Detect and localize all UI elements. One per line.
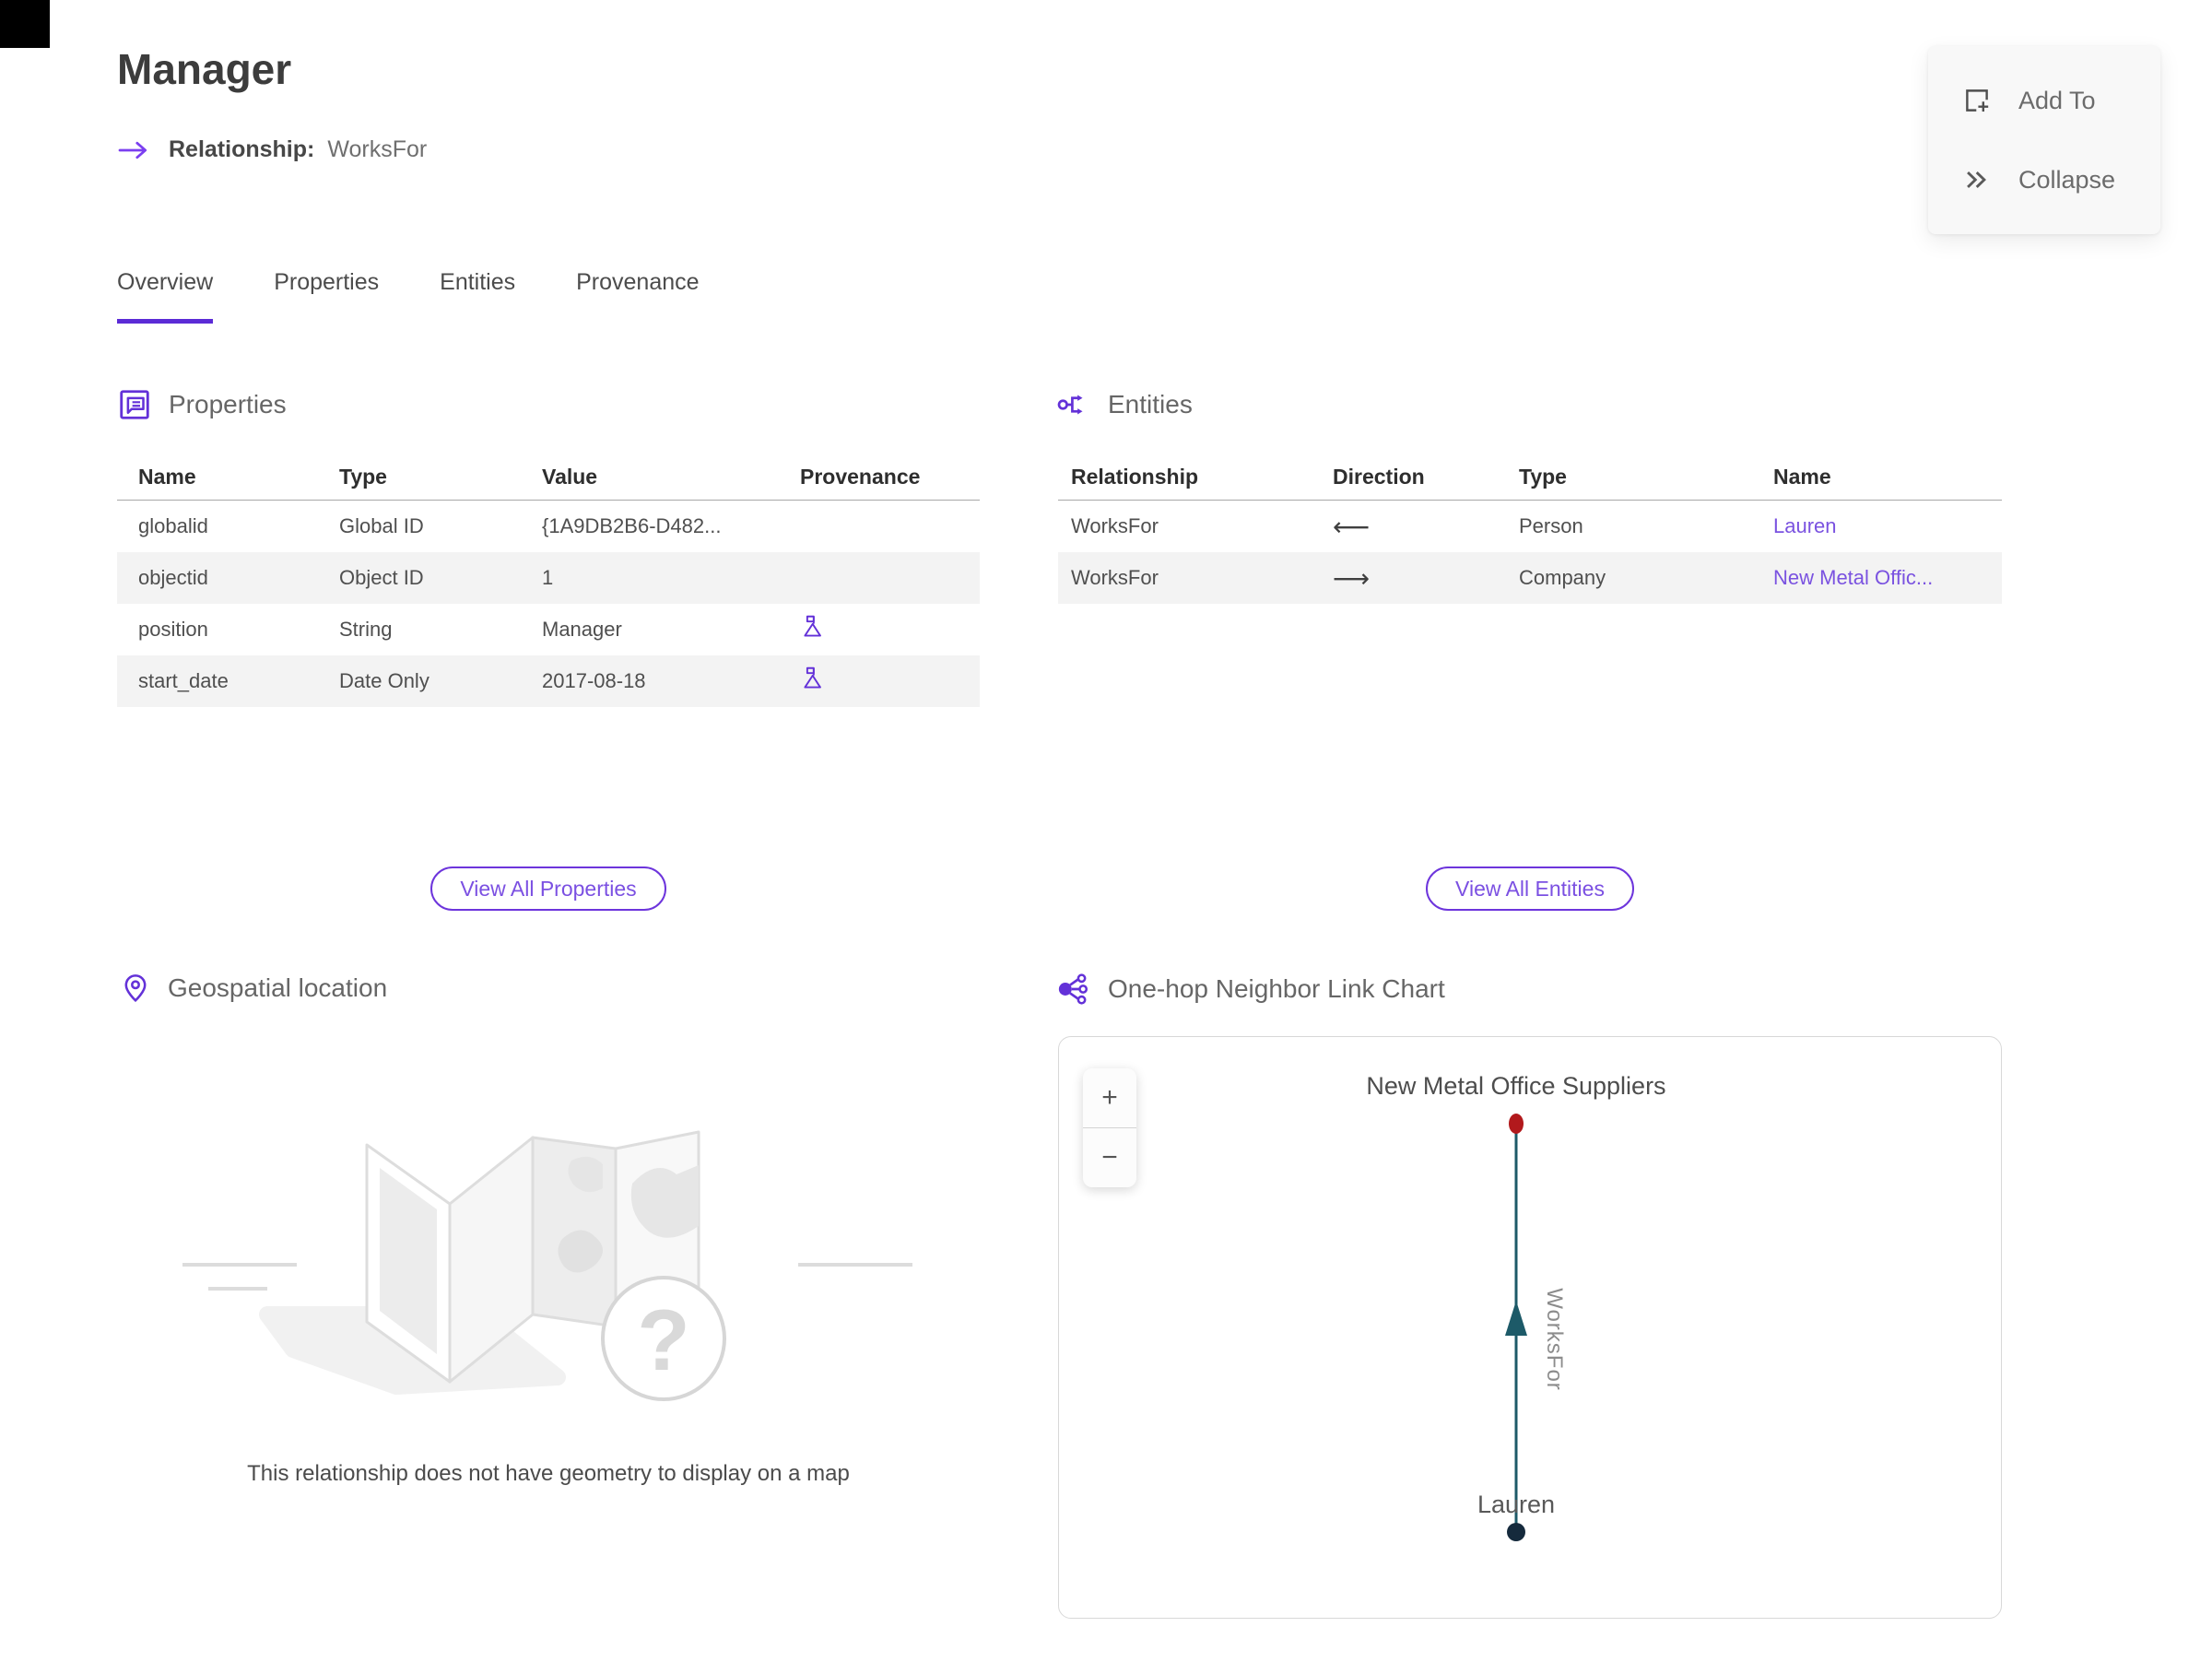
- col-header-type: Type: [1519, 464, 1567, 489]
- link-chart-section-header: [1056, 972, 1445, 1007]
- corner-artifact: [0, 0, 50, 48]
- page-title: Manager: [117, 45, 292, 93]
- tab-provenance[interactable]: Provenance: [576, 269, 700, 295]
- chart-zoom-control: [1083, 1068, 1136, 1187]
- link-chart-icon: [1056, 972, 1091, 1007]
- entities-section-header: [1056, 387, 1193, 422]
- property-name: position: [138, 618, 208, 641]
- property-value: 1: [542, 566, 554, 589]
- map-pin-icon: [120, 972, 151, 1005]
- node-person-dot[interactable]: [1507, 1523, 1525, 1541]
- node-company-label: New Metal Office Suppliers: [1366, 1072, 1666, 1100]
- property-value: Manager: [542, 618, 622, 641]
- properties-section-title: Properties: [169, 390, 287, 418]
- question-mark-glyph: ?: [637, 1291, 690, 1388]
- property-type: Global ID: [339, 514, 424, 537]
- relationship-subtitle: [117, 136, 427, 163]
- property-value: {1A9DB2B6-D482...: [542, 514, 722, 537]
- view-all-properties-button[interactable]: View All Properties: [430, 866, 665, 911]
- collapse-label: Collapse: [2018, 165, 2116, 194]
- link-chart-section-title: One-hop Neighbor Link Chart: [1108, 974, 1445, 1003]
- edge-label: WorksFor: [1542, 1288, 1567, 1391]
- entity-type: Company: [1519, 566, 1606, 589]
- property-type: Object ID: [339, 566, 424, 589]
- direction-arrow-left-icon: ⟵: [1333, 511, 1371, 542]
- entity-name-link[interactable]: Lauren: [1773, 514, 1837, 537]
- property-provenance: [779, 613, 980, 646]
- add-to-icon: [1961, 85, 1993, 116]
- node-person-label: Lauren: [1477, 1491, 1556, 1518]
- tab-bar: [117, 269, 700, 324]
- property-type: String: [339, 618, 393, 641]
- properties-table-header: [117, 454, 980, 501]
- property-provenance: [779, 665, 980, 698]
- edge-arrowhead-up-icon: [1505, 1301, 1527, 1336]
- zoom-in-button[interactable]: +: [1101, 1082, 1118, 1113]
- entity-relationship: WorksFor: [1071, 566, 1159, 589]
- add-to-label: Add To: [2018, 86, 2096, 114]
- relationship-label: Relationship:: [169, 136, 315, 162]
- col-header-name: Name: [1773, 464, 1831, 489]
- col-header-relationship: Relationship: [1071, 464, 1199, 489]
- provenance-flag-icon[interactable]: [800, 613, 825, 641]
- entity-type: Person: [1519, 514, 1583, 537]
- tab-properties[interactable]: Properties: [274, 269, 380, 295]
- table-row: [117, 501, 980, 552]
- table-row: [117, 604, 980, 655]
- tab-entities[interactable]: Entities: [440, 269, 516, 295]
- table-row: [1058, 552, 2002, 604]
- entities-table-header: [1058, 454, 2002, 501]
- entities-section-title: Entities: [1108, 390, 1193, 418]
- col-header-name: Name: [138, 464, 196, 489]
- property-type: Date Only: [339, 669, 429, 692]
- add-to-button[interactable]: [1928, 61, 2160, 140]
- properties-section-header: [117, 387, 287, 422]
- col-header-type: Type: [339, 464, 387, 489]
- actions-card: [1928, 46, 2160, 234]
- link-chart-card: [1058, 1036, 2002, 1619]
- entities-table: [1058, 454, 2002, 604]
- direction-arrow-right-icon: ⟶: [1333, 562, 1371, 594]
- property-name: objectid: [138, 566, 208, 589]
- col-header-provenance: Provenance: [800, 464, 921, 489]
- property-name: start_date: [138, 669, 229, 692]
- col-header-direction: Direction: [1333, 464, 1425, 489]
- zoom-out-button[interactable]: −: [1083, 1127, 1136, 1187]
- collapse-button[interactable]: [1928, 140, 2160, 219]
- geospatial-section-header: [120, 972, 387, 1005]
- table-row: [117, 655, 980, 707]
- property-name: globalid: [138, 514, 208, 537]
- property-value: 2017-08-18: [542, 669, 646, 692]
- node-company-dot[interactable]: [1509, 1114, 1524, 1134]
- table-row: [1058, 501, 2002, 552]
- collapse-chevrons-icon: [1961, 164, 1993, 195]
- geo-empty-message: This relationship does not have geometry to display on a map: [247, 1461, 850, 1486]
- tab-overview[interactable]: Overview: [117, 269, 213, 324]
- relationship-arrow-icon: [117, 138, 150, 162]
- entity-relationship: WorksFor: [1071, 514, 1159, 537]
- entities-icon: [1056, 387, 1091, 422]
- geospatial-section-title: Geospatial location: [168, 973, 388, 1002]
- col-header-value: Value: [542, 464, 598, 489]
- properties-table: [117, 454, 980, 707]
- view-all-entities-button[interactable]: View All Entities: [1426, 866, 1634, 911]
- map-placeholder-illustration: [175, 1073, 922, 1414]
- provenance-flag-icon[interactable]: [800, 665, 825, 692]
- properties-icon: [117, 387, 152, 422]
- link-chart-canvas[interactable]: [1059, 1037, 2001, 1618]
- entity-name-link[interactable]: New Metal Offic...: [1773, 566, 1934, 589]
- table-row: [117, 552, 980, 604]
- relationship-value: WorksFor: [327, 136, 428, 162]
